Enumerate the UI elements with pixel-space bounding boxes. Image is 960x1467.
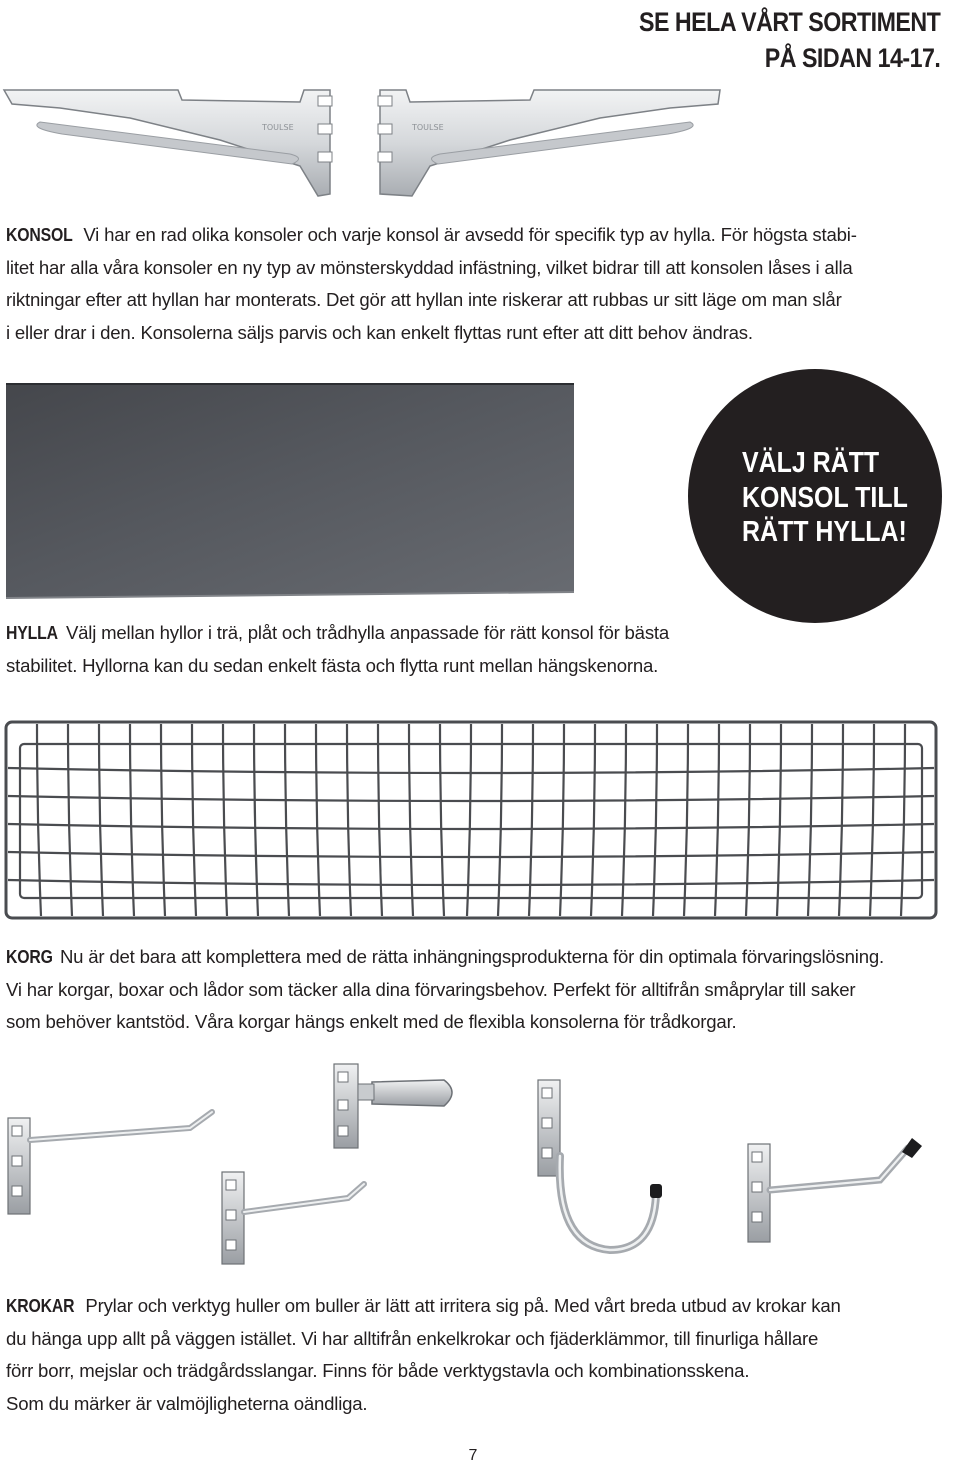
konsol-keyword: KONSOL	[6, 224, 73, 245]
bracket-logo-right: TOULSE	[412, 123, 444, 132]
hylla-line-2: stabilitet. Hyllorna kan du sedan enkelt fästa och flytta runt mellan hängskenorna.	[6, 654, 659, 676]
krokar-line-2: du hänga upp allt på väggen istället. Vi har alltifrån enkelkrokar och fjäderklämmor, till finurliga hållare	[6, 1327, 819, 1349]
korg-keyword: KORG	[6, 946, 53, 967]
short-hook-icon	[222, 1172, 364, 1264]
konsol-line-2: litet har alla våra konsoler en ny typ av mönsterskyddad infästning, vilket bidrar till att konsolen låses i alla	[6, 256, 853, 278]
krokar-line-4: Som du märker är valmöjligheterna oändliga.	[6, 1392, 368, 1414]
left-bracket	[4, 90, 332, 196]
badge-line-2: KONSOL TILL	[742, 481, 908, 514]
konsol-line-3: riktningar efter att hyllan har monterats. Det gör att hyllan inte riskerar att rubbas ur sitt läge om man slår	[6, 289, 842, 311]
right-bracket	[378, 90, 720, 196]
korg-paragraph	[6, 941, 960, 1039]
korg-line-1: KORG Nu är det bara att komplettera med de rätta inhängningsprodukterna för din optimala förvaringslösning.	[6, 941, 960, 974]
krokar-keyword: KROKAR	[6, 1295, 75, 1316]
hylla-keyword: HYLLA	[6, 622, 58, 643]
shelf-brackets-image	[0, 82, 730, 204]
hooks-image	[0, 1056, 960, 1272]
metal-shelf-image	[0, 380, 580, 602]
krokar-paragraph	[6, 1290, 960, 1420]
page-header	[639, 4, 940, 76]
krokar-line-1: KROKAR Prylar och verktyg huller om buller är lätt att irritera sig på. Med vårt breda utbud av krokar kan	[6, 1290, 960, 1323]
j-hook-icon	[538, 1080, 662, 1250]
choose-bracket-badge	[688, 369, 942, 623]
angled-hook-icon	[748, 1138, 922, 1242]
bracket-logo-left: TOULSE	[262, 123, 294, 132]
korg-line-3: som behöver kantstöd. Våra korgar hängs enkelt med de flexibla konsolerna för trådkorgar.	[6, 1011, 737, 1033]
page-number: 7	[468, 1447, 478, 1464]
konsol-line-1: KONSOL Vi har en rad olika konsoler och varje konsol är avsedd för specifik typ av hylla. För högsta stabi-	[6, 219, 960, 252]
badge-line-1: VÄLJ RÄTT	[742, 447, 880, 479]
hylla-line-1: HYLLA Välj mellan hyllor i trä, plåt och trådhylla anpassade för rätt konsol för bästa	[6, 617, 960, 650]
badge-line-3: RÄTT HYLLA!	[742, 516, 907, 548]
krokar-line-3: förr borr, mejslar och trädgårdsslangar. Finns för både verktygstavla och kombinationsskena.	[6, 1360, 750, 1382]
wire-basket-image	[0, 716, 944, 924]
header-line-1: SE HELA VÅRT SORTIMENT	[638, 7, 940, 37]
long-hook-icon	[8, 1112, 212, 1214]
spring-clamp-icon	[334, 1064, 452, 1148]
konsol-paragraph	[6, 219, 960, 349]
header-line-2: PÅ SIDAN 14-17.	[764, 43, 940, 73]
hylla-paragraph	[6, 617, 960, 682]
konsol-line-4: i eller drar i den. Konsolerna säljs parvis och kan enkelt flyttas runt efter att ditt behov ändras.	[6, 321, 753, 343]
korg-line-2: Vi har korgar, boxar och lådor som täcker alla dina förvaringsbehov. Perfekt för alltifrån småprylar till saker	[6, 978, 856, 1000]
